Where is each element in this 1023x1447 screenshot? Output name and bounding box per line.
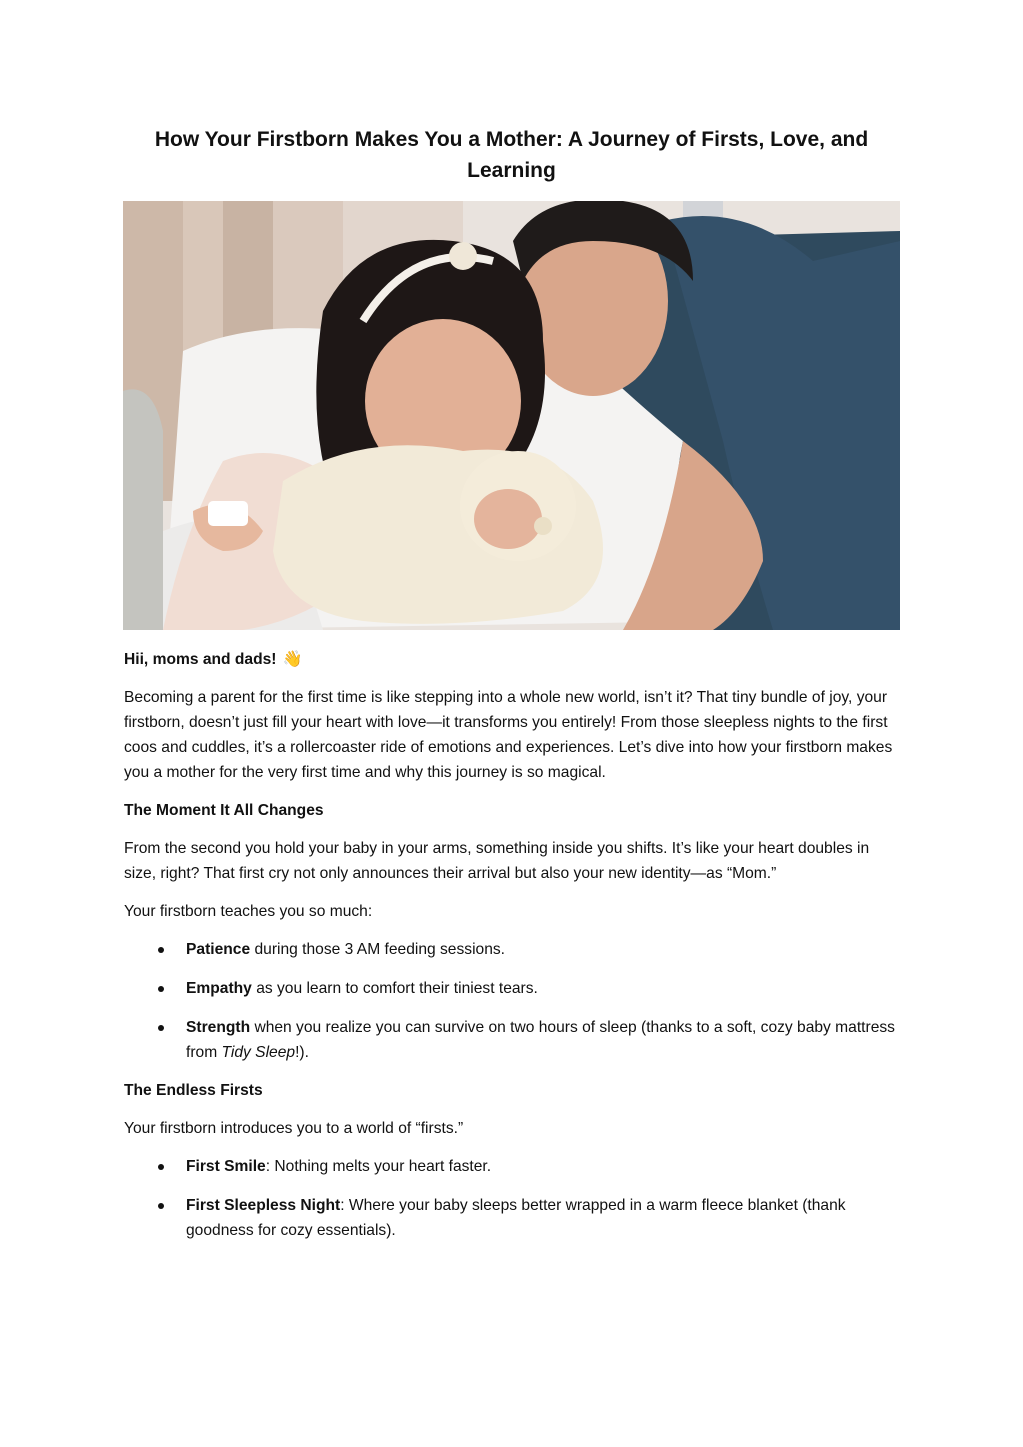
intro-paragraph: Becoming a parent for the first time is like stepping into a whole new world, isn’t it? That tiny bundle of joy, your firstborn, doesn’t just fill your heart with love—it transforms you entirely! From those sleepless nights to the first coos and cuddles, it’s a rollercoaster ride of emotions and experiences. Let’s dive into how your firstborn makes you a mother for the very first time and why this journey is so magical. <box>124 689 893 781</box>
list-item-term: Patience <box>186 941 251 958</box>
brand-name: Tidy Sleep <box>221 1044 296 1061</box>
greeting <box>124 646 900 672</box>
firsts-list <box>124 1154 900 1243</box>
bullet-icon <box>158 1025 164 1031</box>
article-body <box>124 646 900 1243</box>
list-item-term: Empathy <box>186 980 252 997</box>
list-item-term: Strength <box>186 1019 251 1036</box>
list-item <box>124 976 900 1001</box>
waving-hand-icon: 👋 <box>282 649 303 668</box>
list-item-tail: !). <box>295 1044 309 1061</box>
hero-photo <box>123 201 900 630</box>
list-item-term: First Smile <box>186 1158 266 1175</box>
teaches-list <box>124 937 900 1065</box>
list-item-text: as you learn to comfort their tiniest tears. <box>251 980 538 997</box>
bullet-icon <box>158 947 164 953</box>
lead-teaches: Your firstborn teaches you so much: <box>124 903 373 920</box>
lead-firsts: Your firstborn introduces you to a world of “firsts.” <box>124 1120 464 1137</box>
list-item-text: when you realize you can survive on two hours of sleep (thanks to a soft, cozy baby mattress from <box>186 1019 895 1061</box>
page-title: How Your Firstborn Makes You a Mother: A Journey of Firsts, Love, and Learning <box>154 128 869 182</box>
list-item-term: First Sleepless Night <box>186 1197 341 1214</box>
section-paragraph-moment: From the second you hold your baby in your arms, something inside you shifts. It’s like your heart doubles in size, right? That first cry not only announces their arrival but also your new identity—as “Mom.” <box>124 840 870 882</box>
bullet-icon <box>158 1203 164 1209</box>
list-item-text: : Where your baby sleeps better wrapped in a warm fleece blanket (thank goodness for cozy essentials). <box>186 1197 846 1239</box>
list-item <box>124 1015 900 1065</box>
section-heading-firsts: The Endless Firsts <box>124 1082 263 1099</box>
newborn-family-photo <box>123 201 900 630</box>
list-item <box>124 1154 900 1179</box>
list-item <box>124 1193 900 1243</box>
list-item-text: during those 3 AM feeding sessions. <box>250 941 506 958</box>
list-item-text: : Nothing melts your heart faster. <box>265 1158 492 1175</box>
bullet-icon <box>158 1164 164 1170</box>
bullet-icon <box>158 986 164 992</box>
greeting-text: Hii, moms and dads! <box>124 651 277 668</box>
section-heading-moment: The Moment It All Changes <box>124 802 324 819</box>
list-item <box>124 937 900 962</box>
